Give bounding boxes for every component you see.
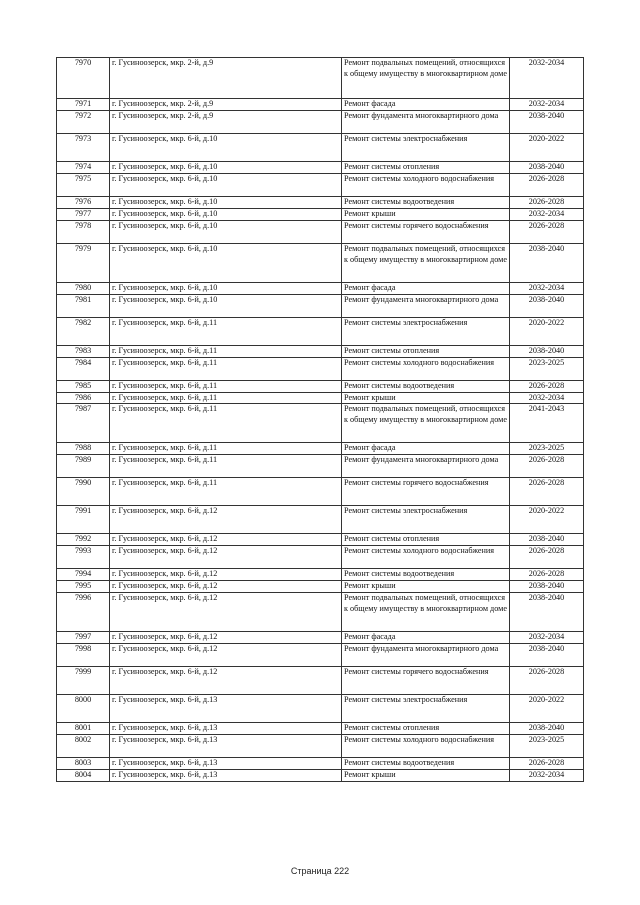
address-cell: г. Гусиноозерск, мкр. 2-й, д.9: [110, 58, 342, 99]
work-type-cell: Ремонт системы горячего водоснабжения: [342, 667, 510, 695]
table-row: [57, 173, 584, 196]
period-cell: 2032-2034: [510, 282, 584, 294]
period-cell: 2026-2028: [510, 380, 584, 392]
row-number-cell: 8003: [57, 758, 110, 770]
address-cell: г. Гусиноозерск, мкр. 6-й, д.12: [110, 569, 342, 581]
address-cell: г. Гусиноозерск, мкр. 6-й, д.10: [110, 208, 342, 220]
row-number-cell: 7998: [57, 644, 110, 667]
period-cell: 2026-2028: [510, 196, 584, 208]
work-type-cell: Ремонт крыши: [342, 769, 510, 781]
period-cell: 2038-2040: [510, 345, 584, 357]
address-cell: г. Гусиноозерск, мкр. 2-й, д.9: [110, 111, 342, 134]
period-cell: 2038-2040: [510, 644, 584, 667]
work-type-cell: Ремонт системы холодного водоснабжения: [342, 357, 510, 380]
address-cell: г. Гусиноозерск, мкр. 6-й, д.10: [110, 282, 342, 294]
work-type-cell: Ремонт фундамента многоквартирного дома: [342, 111, 510, 134]
work-type-cell: Ремонт системы отопления: [342, 345, 510, 357]
address-cell: г. Гусиноозерск, мкр. 2-й, д.9: [110, 99, 342, 111]
address-cell: г. Гусиноозерск, мкр. 6-й, д.10: [110, 196, 342, 208]
work-type-cell: Ремонт фасада: [342, 282, 510, 294]
period-cell: 2038-2040: [510, 243, 584, 282]
table-row: [57, 404, 584, 443]
work-type-cell: Ремонт системы холодного водоснабжения: [342, 735, 510, 758]
period-cell: 2023-2025: [510, 735, 584, 758]
period-cell: 2026-2028: [510, 455, 584, 478]
period-cell: 2041-2043: [510, 404, 584, 443]
row-number-cell: 7987: [57, 404, 110, 443]
work-type-cell: Ремонт системы водоотведения: [342, 758, 510, 770]
row-number-cell: 7993: [57, 546, 110, 569]
row-number-cell: 7990: [57, 478, 110, 506]
row-number-cell: 8002: [57, 735, 110, 758]
row-number-cell: 7978: [57, 220, 110, 243]
table-row: [57, 667, 584, 695]
address-cell: г. Гусиноозерск, мкр. 6-й, д.11: [110, 455, 342, 478]
address-cell: г. Гусиноозерск, мкр. 6-й, д.11: [110, 345, 342, 357]
row-number-cell: 7994: [57, 569, 110, 581]
row-number-cell: 7991: [57, 506, 110, 534]
table-row: [57, 723, 584, 735]
work-type-cell: Ремонт системы горячего водоснабжения: [342, 220, 510, 243]
row-number-cell: 8004: [57, 769, 110, 781]
address-cell: г. Гусиноозерск, мкр. 6-й, д.11: [110, 357, 342, 380]
row-number-cell: 7984: [57, 357, 110, 380]
table-row: [57, 208, 584, 220]
address-cell: г. Гусиноозерск, мкр. 6-й, д.11: [110, 317, 342, 345]
address-cell: г. Гусиноозерск, мкр. 6-й, д.11: [110, 443, 342, 455]
period-cell: 2032-2034: [510, 392, 584, 404]
table-row: [57, 506, 584, 534]
row-number-cell: 7980: [57, 282, 110, 294]
work-type-cell: Ремонт крыши: [342, 392, 510, 404]
period-cell: 2026-2028: [510, 758, 584, 770]
work-type-cell: Ремонт фасада: [342, 99, 510, 111]
table-row: [57, 294, 584, 317]
row-number-cell: 7975: [57, 173, 110, 196]
work-type-cell: Ремонт крыши: [342, 208, 510, 220]
address-cell: г. Гусиноозерск, мкр. 6-й, д.12: [110, 581, 342, 593]
work-type-cell: Ремонт системы отопления: [342, 162, 510, 174]
table-row: [57, 220, 584, 243]
work-type-cell: Ремонт системы электроснабжения: [342, 134, 510, 162]
work-type-cell: Ремонт фасада: [342, 632, 510, 644]
page-number: Страница 222: [290, 866, 350, 876]
address-cell: г. Гусиноозерск, мкр. 6-й, д.10: [110, 134, 342, 162]
address-cell: г. Гусиноозерск, мкр. 6-й, д.10: [110, 220, 342, 243]
period-cell: 2032-2034: [510, 99, 584, 111]
address-cell: г. Гусиноозерск, мкр. 6-й, д.13: [110, 758, 342, 770]
row-number-cell: 7979: [57, 243, 110, 282]
table-row: [57, 546, 584, 569]
period-cell: 2020-2022: [510, 506, 584, 534]
work-type-cell: Ремонт системы электроснабжения: [342, 317, 510, 345]
work-type-cell: Ремонт системы водоотведения: [342, 196, 510, 208]
address-cell: г. Гусиноозерск, мкр. 6-й, д.12: [110, 593, 342, 632]
period-cell: 2032-2034: [510, 208, 584, 220]
row-number-cell: 7982: [57, 317, 110, 345]
row-number-cell: 7971: [57, 99, 110, 111]
table-row: [57, 357, 584, 380]
work-type-cell: Ремонт системы отопления: [342, 723, 510, 735]
work-type-cell: Ремонт системы горячего водоснабжения: [342, 478, 510, 506]
address-cell: г. Гусиноозерск, мкр. 6-й, д.10: [110, 243, 342, 282]
row-number-cell: 7981: [57, 294, 110, 317]
period-cell: 2023-2025: [510, 357, 584, 380]
table-row: [57, 99, 584, 111]
period-cell: 2026-2028: [510, 667, 584, 695]
row-number-cell: 7999: [57, 667, 110, 695]
row-number-cell: 7988: [57, 443, 110, 455]
period-cell: 2032-2034: [510, 58, 584, 99]
work-type-cell: Ремонт системы отопления: [342, 534, 510, 546]
address-cell: г. Гусиноозерск, мкр. 6-й, д.13: [110, 723, 342, 735]
period-cell: 2026-2028: [510, 173, 584, 196]
row-number-cell: 8001: [57, 723, 110, 735]
period-cell: 2038-2040: [510, 111, 584, 134]
table-row: [57, 478, 584, 506]
address-cell: г. Гусиноозерск, мкр. 6-й, д.11: [110, 380, 342, 392]
work-type-cell: Ремонт фундамента многоквартирного дома: [342, 294, 510, 317]
address-cell: г. Гусиноозерск, мкр. 6-й, д.13: [110, 695, 342, 723]
period-cell: 2032-2034: [510, 769, 584, 781]
row-number-cell: 7983: [57, 345, 110, 357]
table-row: [57, 632, 584, 644]
work-type-cell: Ремонт подвальных помещений, относящихся к общему имуществу в многоквартирном доме: [342, 404, 510, 443]
work-type-cell: Ремонт системы водоотведения: [342, 569, 510, 581]
address-cell: г. Гусиноозерск, мкр. 6-й, д.12: [110, 534, 342, 546]
work-type-cell: Ремонт системы холодного водоснабжения: [342, 546, 510, 569]
period-cell: 2038-2040: [510, 723, 584, 735]
work-type-cell: Ремонт подвальных помещений, относящихся к общему имуществу в многоквартирном доме: [342, 58, 510, 99]
period-cell: 2020-2022: [510, 695, 584, 723]
table-row: [57, 593, 584, 632]
row-number-cell: 7986: [57, 392, 110, 404]
work-type-cell: Ремонт фундамента многоквартирного дома: [342, 455, 510, 478]
table-row: [57, 345, 584, 357]
row-number-cell: 7977: [57, 208, 110, 220]
table-row: [57, 282, 584, 294]
table-row: [57, 569, 584, 581]
address-cell: г. Гусиноозерск, мкр. 6-й, д.10: [110, 173, 342, 196]
table-row: [57, 380, 584, 392]
work-type-cell: Ремонт подвальных помещений, относящихся к общему имуществу в многоквартирном доме: [342, 243, 510, 282]
work-type-cell: Ремонт системы электроснабжения: [342, 506, 510, 534]
table-row: [57, 581, 584, 593]
period-cell: 2026-2028: [510, 478, 584, 506]
repair-schedule-table: [56, 57, 584, 782]
period-cell: 2032-2034: [510, 632, 584, 644]
table-row: [57, 111, 584, 134]
address-cell: г. Гусиноозерск, мкр. 6-й, д.11: [110, 392, 342, 404]
table-row: [57, 769, 584, 781]
table-row: [57, 695, 584, 723]
table-row: [57, 134, 584, 162]
table-row: [57, 455, 584, 478]
work-type-cell: Ремонт системы электроснабжения: [342, 695, 510, 723]
period-cell: 2020-2022: [510, 134, 584, 162]
table-row: [57, 392, 584, 404]
table-row: [57, 58, 584, 99]
row-number-cell: 7995: [57, 581, 110, 593]
table-row: [57, 644, 584, 667]
address-cell: г. Гусиноозерск, мкр. 6-й, д.12: [110, 667, 342, 695]
period-cell: 2020-2022: [510, 317, 584, 345]
period-cell: 2026-2028: [510, 569, 584, 581]
table-row: [57, 758, 584, 770]
address-cell: г. Гусиноозерск, мкр. 6-й, д.13: [110, 769, 342, 781]
address-cell: г. Гусиноозерск, мкр. 6-й, д.11: [110, 404, 342, 443]
work-type-cell: Ремонт подвальных помещений, относящихся к общему имуществу в многоквартирном доме: [342, 593, 510, 632]
table-body: [57, 58, 584, 782]
address-cell: г. Гусиноозерск, мкр. 6-й, д.11: [110, 478, 342, 506]
row-number-cell: 7970: [57, 58, 110, 99]
row-number-cell: 7989: [57, 455, 110, 478]
period-cell: 2038-2040: [510, 593, 584, 632]
period-cell: 2038-2040: [510, 534, 584, 546]
address-cell: г. Гусиноозерск, мкр. 6-й, д.13: [110, 735, 342, 758]
period-cell: 2026-2028: [510, 220, 584, 243]
row-number-cell: 7996: [57, 593, 110, 632]
table-row: [57, 534, 584, 546]
row-number-cell: 7972: [57, 111, 110, 134]
address-cell: г. Гусиноозерск, мкр. 6-й, д.10: [110, 162, 342, 174]
table-row: [57, 162, 584, 174]
period-cell: 2026-2028: [510, 546, 584, 569]
table-row: [57, 443, 584, 455]
work-type-cell: Ремонт фундамента многоквартирного дома: [342, 644, 510, 667]
address-cell: г. Гусиноозерск, мкр. 6-й, д.10: [110, 294, 342, 317]
period-cell: 2038-2040: [510, 162, 584, 174]
period-cell: 2038-2040: [510, 294, 584, 317]
table-row: [57, 735, 584, 758]
row-number-cell: 7985: [57, 380, 110, 392]
row-number-cell: 7997: [57, 632, 110, 644]
row-number-cell: 7974: [57, 162, 110, 174]
address-cell: г. Гусиноозерск, мкр. 6-й, д.12: [110, 644, 342, 667]
row-number-cell: 8000: [57, 695, 110, 723]
address-cell: г. Гусиноозерск, мкр. 6-й, д.12: [110, 546, 342, 569]
table-row: [57, 317, 584, 345]
work-type-cell: Ремонт системы водоотведения: [342, 380, 510, 392]
row-number-cell: 7973: [57, 134, 110, 162]
address-cell: г. Гусиноозерск, мкр. 6-й, д.12: [110, 632, 342, 644]
row-number-cell: 7992: [57, 534, 110, 546]
table-row: [57, 196, 584, 208]
address-cell: г. Гусиноозерск, мкр. 6-й, д.12: [110, 506, 342, 534]
work-type-cell: Ремонт системы холодного водоснабжения: [342, 173, 510, 196]
period-cell: 2038-2040: [510, 581, 584, 593]
work-type-cell: Ремонт фасада: [342, 443, 510, 455]
work-type-cell: Ремонт крыши: [342, 581, 510, 593]
row-number-cell: 7976: [57, 196, 110, 208]
period-cell: 2023-2025: [510, 443, 584, 455]
table-row: [57, 243, 584, 282]
